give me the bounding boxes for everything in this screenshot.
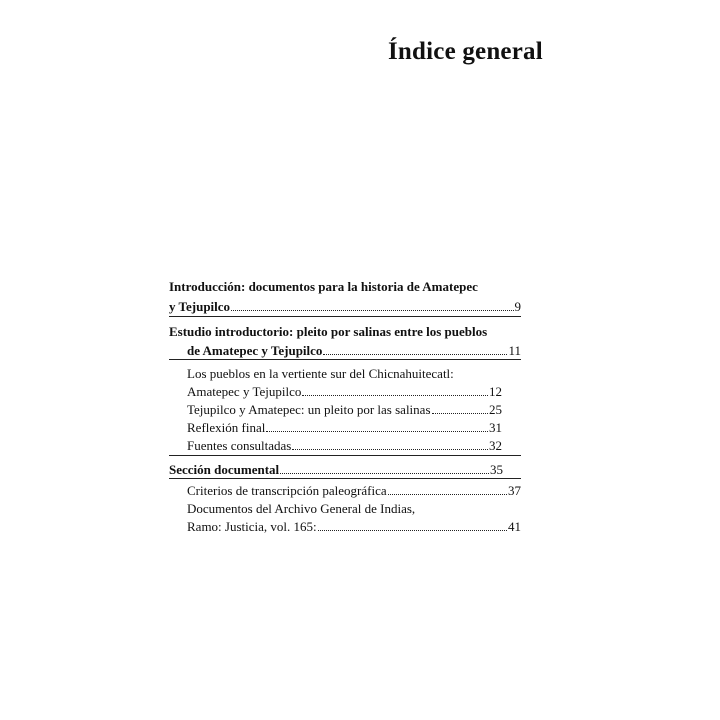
toc-entry-seccion[interactable] <box>169 462 503 478</box>
toc-subentry-documentos[interactable] <box>187 519 521 535</box>
toc-entry-estudio-page: 11 <box>508 343 521 358</box>
toc-subentry-criterios-page: 37 <box>508 483 521 498</box>
dot-leader <box>302 384 488 396</box>
toc-entry-seccion-page: 35 <box>490 462 503 477</box>
toc-subentry-pueblos[interactable] <box>187 384 502 400</box>
toc-subentry-pleito-page: 25 <box>489 402 502 417</box>
toc-entry-estudio-line1: Estudio introductorio: pleito por salinas entre los pueblos <box>169 324 488 339</box>
dot-leader <box>323 343 507 355</box>
toc-entry-intro-line2: y Tejupilco <box>169 299 231 314</box>
toc-subentry-documentos-line2: Ramo: Justicia, vol. 165: <box>187 519 317 534</box>
toc-subentry-pueblos-page: 12 <box>489 384 502 399</box>
page-title: Índice general <box>388 38 543 65</box>
toc-subentry-pleito[interactable] <box>187 402 502 418</box>
toc-subentry-fuentes-page: 32 <box>489 438 502 453</box>
toc-subentry-pleito-label: Tejupilco y Amatepec: un pleito por las salinas <box>187 402 431 417</box>
dot-leader <box>432 402 488 414</box>
dot-leader <box>231 299 513 311</box>
dot-leader <box>388 483 507 495</box>
toc-subentry-documentos-line1: Documentos del Archivo General de Indias, <box>187 501 416 516</box>
toc-entry-estudio[interactable] <box>187 343 521 359</box>
toc-subentry-reflexion-label: Reflexión final <box>187 420 266 435</box>
toc-entry-intro[interactable] <box>169 299 521 315</box>
toc-subentry-fuentes[interactable] <box>187 438 502 454</box>
toc-subentry-documentos-page: 41 <box>508 519 521 534</box>
toc-entry-intro-line1: Introducción: documentos para la historia de Amatepec <box>169 279 478 294</box>
dot-leader <box>280 462 489 474</box>
toc-subentry-reflexion[interactable] <box>187 420 502 436</box>
toc-entry-seccion-label: Sección documental <box>169 462 280 477</box>
dot-leader <box>266 420 488 432</box>
toc-subentry-criterios-label: Criterios de transcripción paleográfica <box>187 483 387 498</box>
toc-entry-estudio-line2: de Amatepec y Tejupilco <box>187 343 323 358</box>
toc-subentry-pueblos-line1: Los pueblos en la vertiente sur del Chicnahuitecatl: <box>187 366 454 381</box>
divider <box>169 359 521 360</box>
toc-subentry-pueblos-line2: Amatepec y Tejupilco <box>187 384 302 399</box>
divider <box>169 316 521 317</box>
toc-entry-intro-page: 9 <box>514 299 521 314</box>
toc-subentry-criterios[interactable] <box>187 483 521 499</box>
dot-leader <box>318 519 507 531</box>
toc-subentry-fuentes-label: Fuentes consultadas <box>187 438 292 453</box>
divider <box>169 478 521 479</box>
dot-leader <box>292 438 488 450</box>
toc-subentry-reflexion-page: 31 <box>489 420 502 435</box>
divider <box>169 455 521 456</box>
